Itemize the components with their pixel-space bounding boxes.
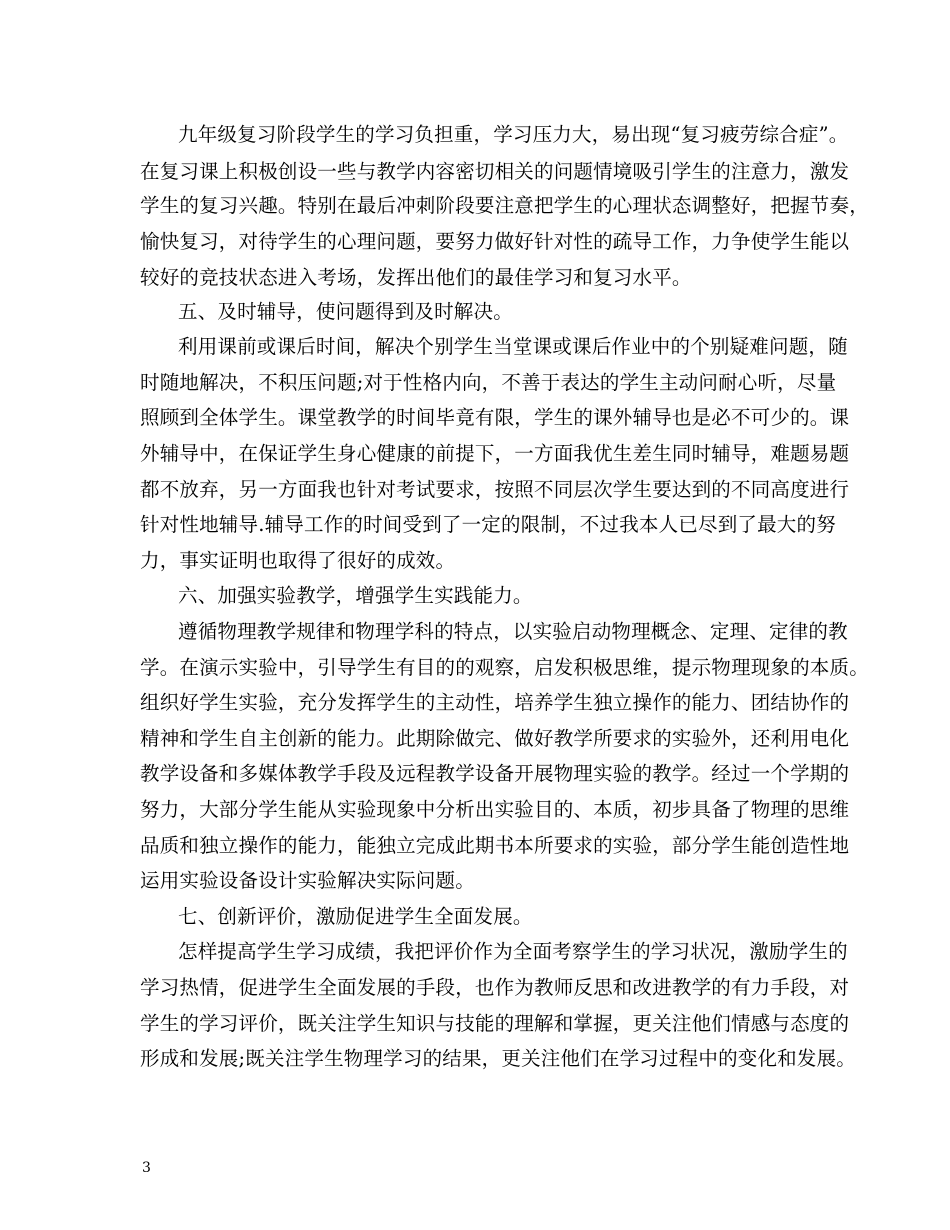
page-number: 3 bbox=[142, 1160, 151, 1176]
text-line: 九年级复习阶段学生的学习负担重，学习压力大，易出现“复习疲劳综合症”。 bbox=[178, 123, 849, 146]
text-line: 学。在演示实验中，引导学生有目的的观察，启发积极思维，提示物理现象的本质。 bbox=[140, 656, 869, 679]
text-line: 形成和发展;既关注学生物理学习的结果，更关注他们在学习过程中的变化和发展。 bbox=[140, 1047, 856, 1070]
text-line: 照顾到全体学生。课堂教学的时间毕竟有限，学生的课外辅导也是必不可少的。课 bbox=[140, 406, 850, 429]
text-line: 怎样提高学生学习成绩，我把评价作为全面考察学生的学习状况，激励学生的 bbox=[178, 940, 848, 963]
text-line: 力，事实证明也取得了很好的成效。 bbox=[140, 549, 456, 572]
text-line: 组织好学生实验，充分发挥学生的主动性，培养学生独立操作的能力、团结协作的 bbox=[140, 691, 850, 714]
text-line: 教学设备和多媒体教学手段及远程教学设备开展物理实验的教学。经过一个学期的 bbox=[140, 762, 850, 785]
text-line: 外辅导中，在保证学生身心健康的前提下，一方面我优生差生同时辅导，难题易题 bbox=[140, 442, 850, 465]
text-line: 都不放弃，另一方面我也针对考试要求，按照不同层次学生要达到的不同高度进行 bbox=[140, 478, 850, 501]
text-line: 针对性地辅导.辅导工作的时间受到了一定的限制，不过我本人已尽到了最大的努 bbox=[140, 513, 836, 536]
text-line: 在复习课上积极创设一些与教学内容密切相关的问题情境吸引学生的注意力，激发 bbox=[140, 160, 850, 183]
text-line: 运用实验设备设计实验解决实际问题。 bbox=[140, 869, 475, 892]
text-line: 努力，大部分学生能从实验现象中分析出实验目的、本质，初步具备了物理的思维 bbox=[140, 798, 850, 821]
text-line: 利用课前或课后时间，解决个别学生当堂课或课后作业中的个别疑难问题，随 bbox=[178, 335, 848, 358]
text-line: 遵循物理教学规律和物理学科的特点，以实验启动物理概念、定理、定律的教 bbox=[178, 620, 848, 643]
text-line: 时随地解决，不积压问题;对于性格内向，不善于表达的学生主动问耐心听，尽量 bbox=[140, 371, 837, 394]
text-line: 愉快复习，对待学生的心理问题，要努力做好针对性的疏导工作，力争使学生能以 bbox=[140, 230, 850, 253]
text-line: 学生的学习评价，既关注学生知识与技能的理解和掌握，更关注他们情感与态度的 bbox=[140, 1012, 850, 1035]
text-line: 品质和独立操作的能力，能独立完成此期书本所要求的实验，部分学生能创造性地 bbox=[140, 834, 850, 857]
text-line: 学生的复习兴趣。特别在最后冲刺阶段要注意把学生的心理状态调整好，把握节奏， bbox=[140, 194, 869, 217]
text-line: 精神和学生自主创新的能力。此期除做完、做好教学所要求的实验外，还利用电化 bbox=[140, 727, 850, 750]
text-line: 学习热情，促进学生全面发展的手段，也作为教师反思和改进教学的有力手段，对 bbox=[140, 976, 850, 999]
text-line: 较好的竞技状态进入考场，发挥出他们的最佳学习和复习水平。 bbox=[140, 266, 692, 289]
section-heading: 六、加强实验教学，增强学生实践能力。 bbox=[178, 584, 533, 607]
section-heading: 七、创新评价，激励促进学生全面发展。 bbox=[178, 905, 533, 928]
section-heading: 五、及时辅导，使问题得到及时解决。 bbox=[178, 300, 513, 323]
